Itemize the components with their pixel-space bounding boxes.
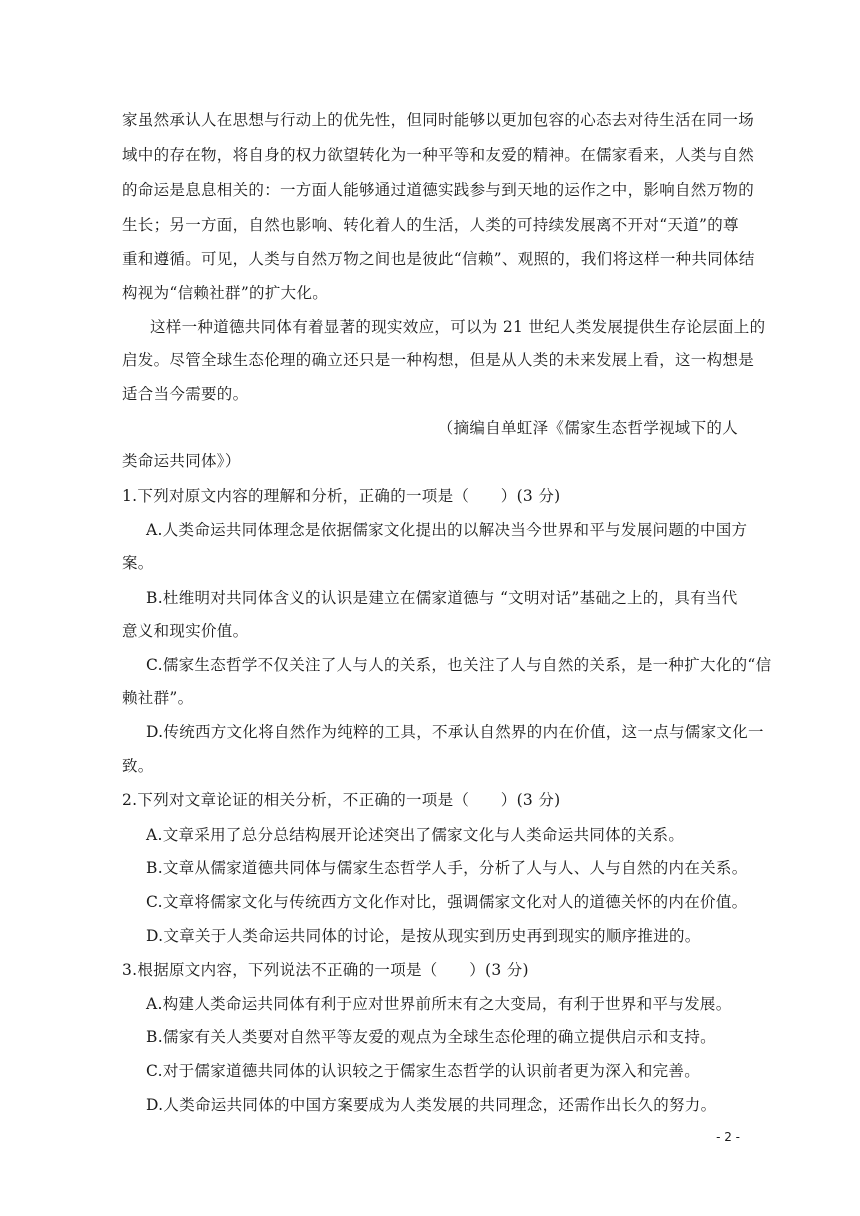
source-citation: 类命运共同体》） (122, 452, 241, 470)
question-option: 致。 (122, 757, 154, 775)
passage-line: 域中的存在物，将自身的权力欲望转化为一种平等和友爱的精神。在儒家看来，人类与自然 (122, 146, 755, 164)
question-option: B.杜维明对共同体含义的认识是建立在儒家道德与 “文明对话”基础之上的，具有当代 (146, 589, 738, 607)
passage-line: 重和遵循。可见，人类与自然万物之间也是彼此“信赖”、观照的，我们将这样一种共同体结 (122, 250, 755, 268)
passage-line: 生长；另一方面，自然也影响、转化着人的生活，人类的可持续发展离不开对“天道”的尊 (122, 216, 739, 234)
passage-line: 家虽然承认人在思想与行动上的优先性，但同时能够以更加包容的心态去对待生活在同一场 (122, 111, 755, 129)
question-option: D.传统西方文化将自然作为纯粹的工具，不承认自然界的内在价值，这一点与儒家文化一 (146, 723, 764, 741)
question-option: C.文章将儒家文化与传统西方文化作对比，强调儒家文化对人的道德关怀的内在价值。 (146, 893, 748, 911)
question-option: D.文章关于人类命运共同体的讨论，是按从现实到历史再到现实的顺序推进的。 (146, 927, 701, 945)
question-stem: 3.根据原文内容，下列说法不正确的一项是（ ）(3 分) (122, 961, 529, 979)
question-option: B.儒家有关人类要对自然平等友爱的观点为全球生态伦理的确立提供启示和支持。 (146, 1028, 716, 1046)
source-citation: （摘编自单虹泽《儒家生态哲学视域下的人 (437, 419, 738, 437)
passage-line: 启发。尽管全球生态伦理的确立还只是一种构想，但是从人类的未来发展上看，这一构想是 (122, 351, 755, 369)
question-option: 意义和现实价值。 (122, 622, 249, 640)
question-option: C.对于儒家道德共同体的认识较之于儒家生态哲学的认识前者更为深入和完善。 (146, 1062, 701, 1080)
question-option: 案。 (122, 554, 154, 572)
question-option: A.文章采用了总分总结构展开论述突出了儒家文化与人类命运共同体的关系。 (146, 826, 685, 844)
question-stem: 2.下列对文章论证的相关分析，不正确的一项是（ ）(3 分) (122, 791, 561, 809)
question-option: A.构建人类命运共同体有利于应对世界前所末有之大变局，有利于世界和平与发展。 (146, 995, 732, 1013)
passage-line: 这样一种道德共同体有着显著的现实效应，可以为 21 世纪人类发展提供生存论层面上的 (150, 318, 766, 336)
question-option: 赖社群”。 (122, 689, 194, 707)
passage-line: 构视为“信赖社群”的扩大化。 (122, 284, 329, 302)
question-option: C.儒家生态哲学不仅关注了人与人的关系，也关注了人与自然的关系，是一种扩大化的“信 (146, 656, 772, 674)
question-stem: 1.下列对原文内容的理解和分析，正确的一项是（ ）(3 分) (122, 487, 561, 505)
question-option: B.文章从儒家道德共同体与儒家生态哲学人手，分析了人与人、人与自然的内在关系。 (146, 859, 748, 877)
page-number: - 2 - (716, 1130, 740, 1144)
question-option: A.人类命运共同体理念是依据儒家文化提出的以解决当今世界和平与发展问题的中国方 (146, 521, 748, 539)
passage-line: 的命运是息息相关的：一方面人能够通过道德实践参与到天地的运作之中，影响自然万物的 (122, 181, 755, 199)
passage-line: 适合当今需要的。 (122, 385, 249, 403)
question-option: D.人类命运共同体的中国方案要成为人类发展的共同理念，还需作出长久的努力。 (146, 1096, 717, 1114)
